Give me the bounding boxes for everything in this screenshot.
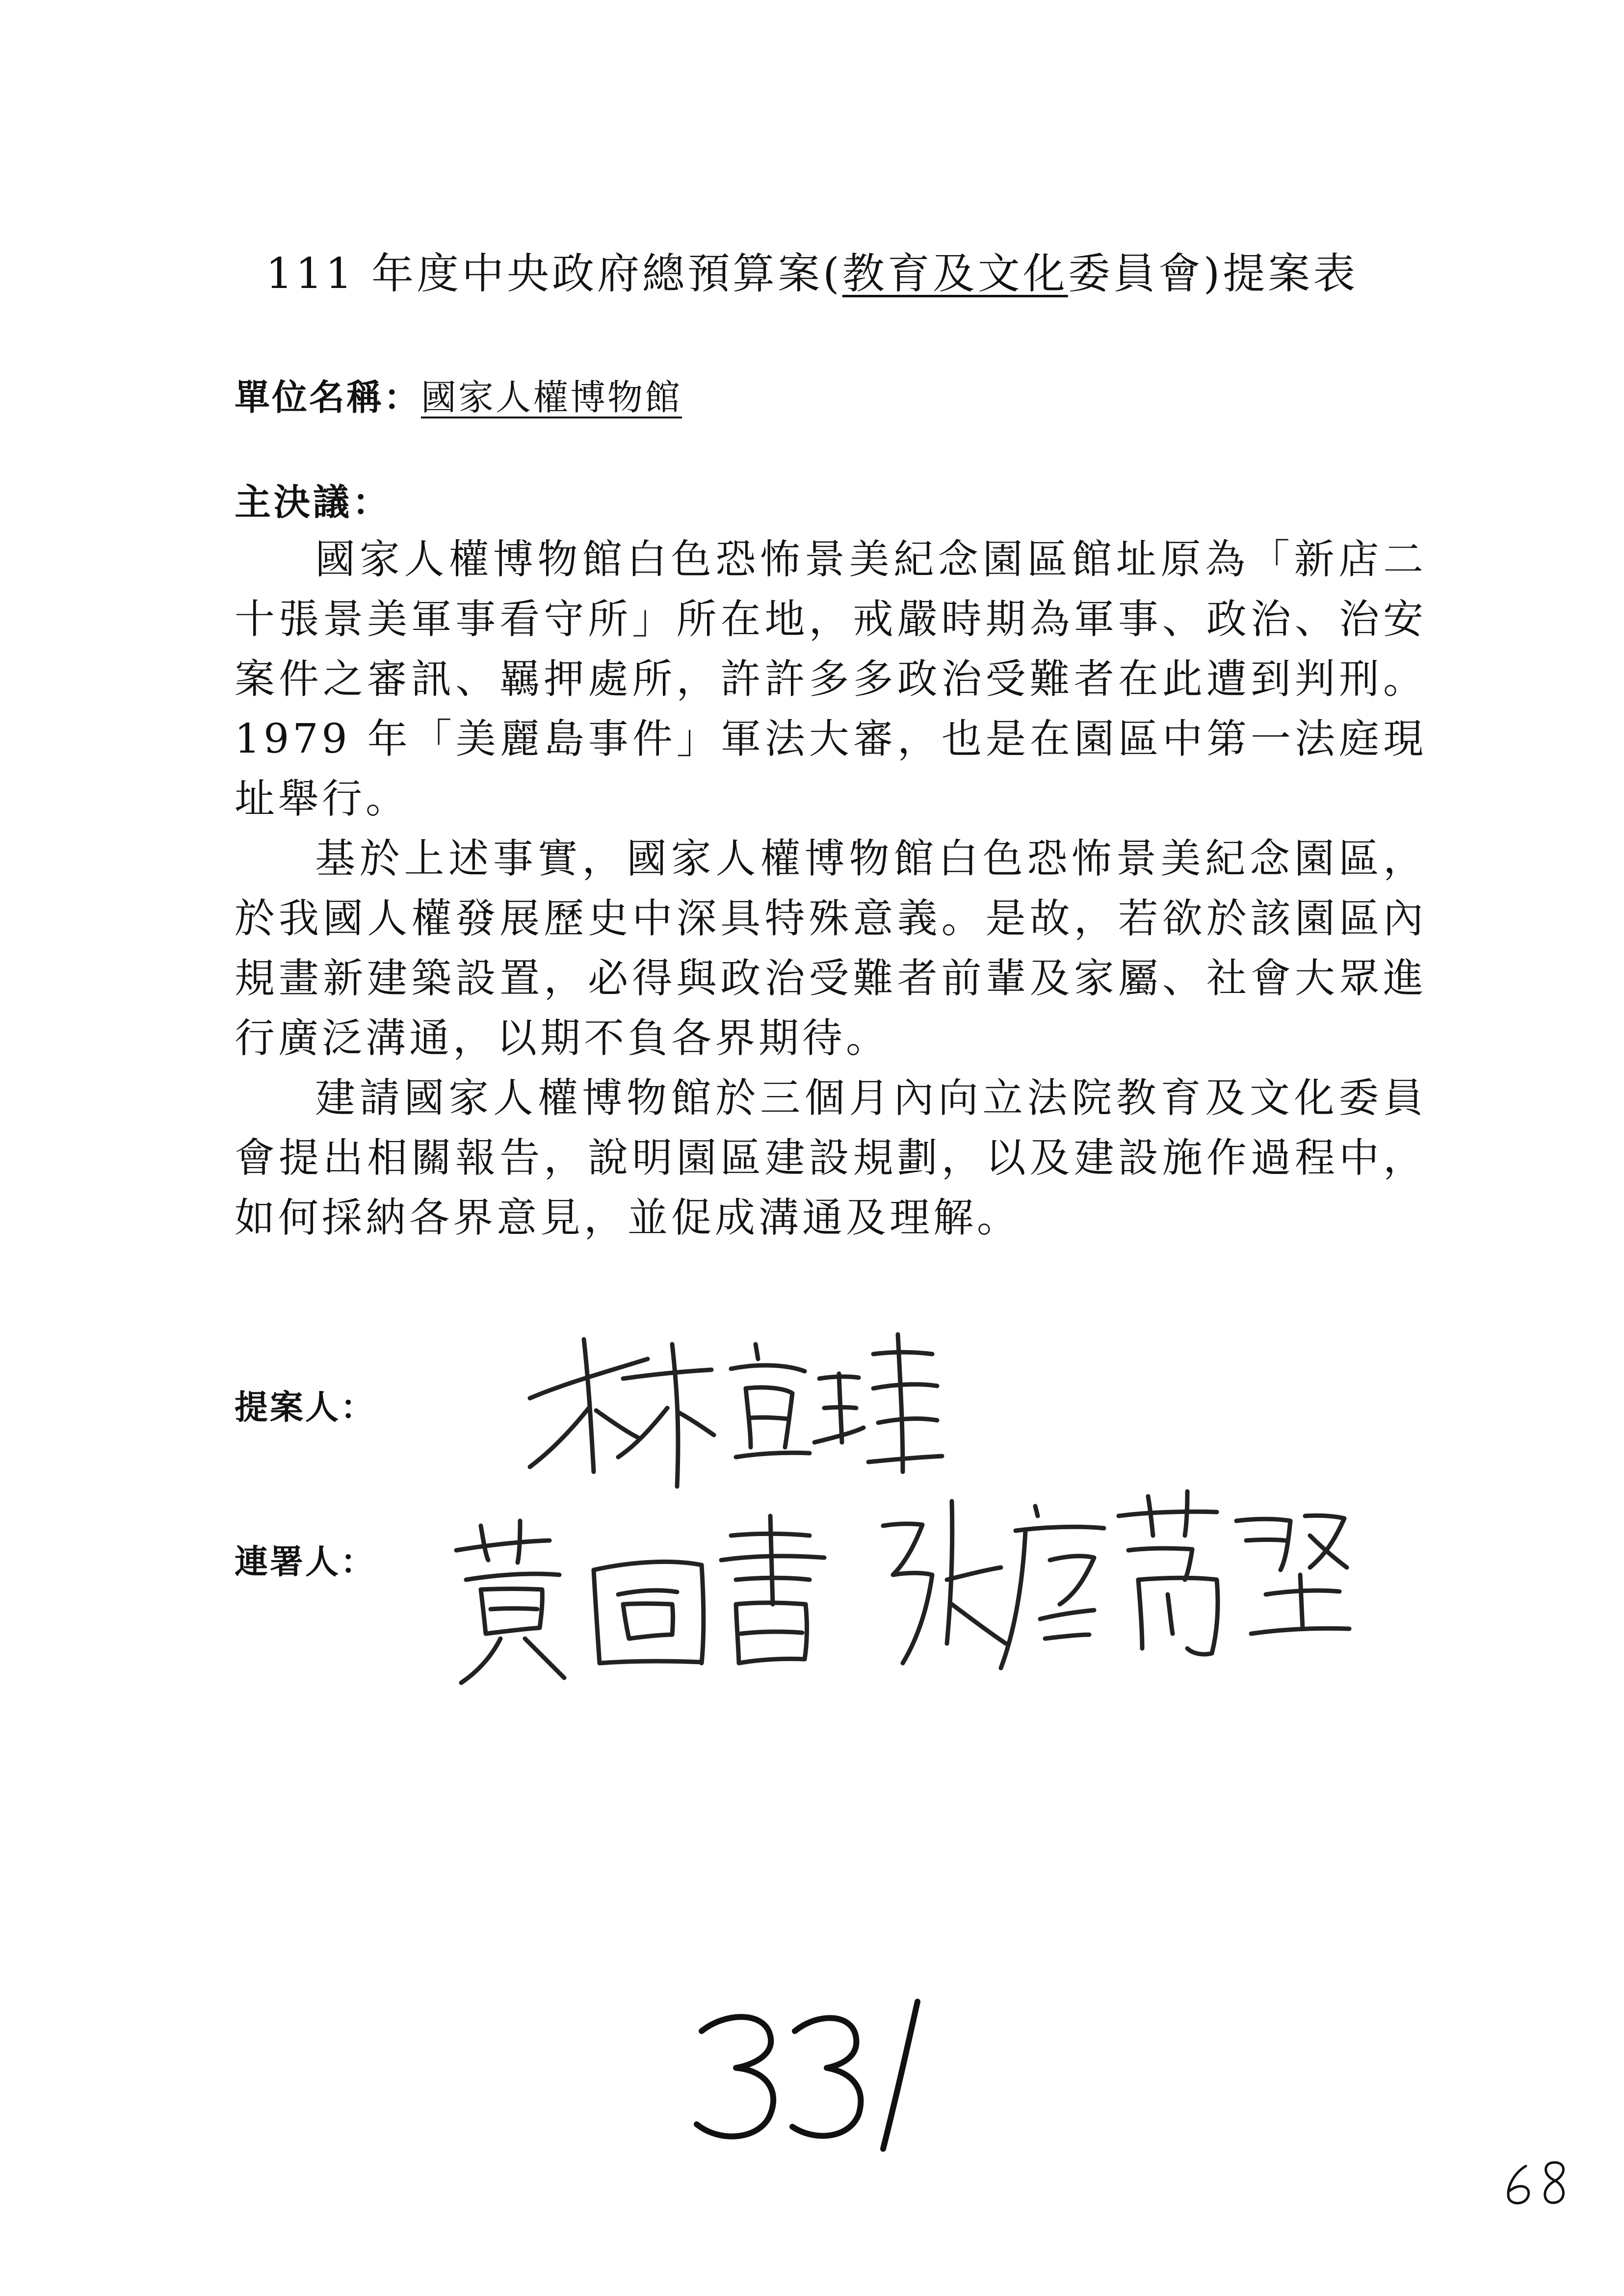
proposer-label: 提案人： xyxy=(235,1388,376,1427)
unit-name: 國家人權博物館 xyxy=(421,377,682,418)
title-prefix: 111 年度中央政府總預算案( xyxy=(265,249,842,298)
cosigner-label: 連署人： xyxy=(235,1543,376,1582)
proposer-signature xyxy=(510,1325,952,1501)
paragraph-2: 基於上述事實，國家人權博物館白色恐怖景美紀念園區，於我國人權發展歷史中深具特殊意義。是故，若欲於該園區內規畫新建築設置，必得與政治受難者前輩及家屬、社會大眾進行廣泛溝通，以期不負各界期待。 xyxy=(235,835,1427,1062)
handwritten-number xyxy=(687,1992,942,2159)
unit-row xyxy=(235,369,682,420)
title-committee: 教育及文化 xyxy=(842,249,1068,298)
resolution-heading: 主決議： xyxy=(235,481,392,523)
paragraph-3: 建請國家人權博物館於三個月內向立法院教育及文化委員會提出相關報告，說明園區建設規劃，以及建設施作過程中，如何採納各界意見，並促成溝通及理解。 xyxy=(235,1075,1427,1241)
title-suffix: 委員會)提案表 xyxy=(1068,249,1359,298)
resolution-body xyxy=(235,530,1427,1248)
cosigner-signature-2 xyxy=(873,1482,1354,1678)
document-title xyxy=(0,239,1624,300)
cosigner-signature-1 xyxy=(446,1506,829,1693)
paragraph-1: 國家人權博物館白色恐怖景美紀念園區館址原為「新店二十張景美軍事看守所」所在地，戒嚴時期為軍事、政治、治安案件之審訊、羈押處所，許許多多政治受難者在此遭到判刑。1979 年「美麗島事件」軍法大審，也是在園區中第一法庭現址舉行。 xyxy=(235,536,1427,822)
page-number xyxy=(1501,2159,1575,2208)
unit-label: 單位名稱： xyxy=(235,377,421,418)
